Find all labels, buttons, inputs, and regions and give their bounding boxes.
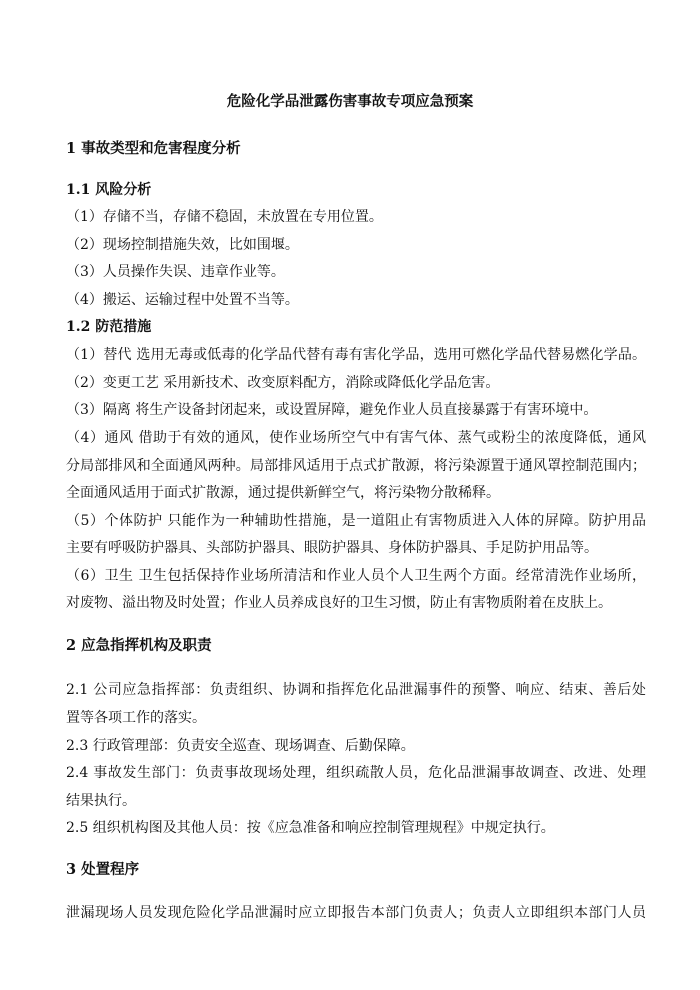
- measure-line-4: （4）通风 借助于有效的通风，使作业场所空气中有害气体、蒸气或粉尘的浓度降低，通风: [66, 430, 646, 446]
- duty-line-5: 结果执行。: [66, 793, 136, 809]
- section-2-heading: 2 应急指挥机构及职责: [66, 637, 212, 654]
- measure-line-3: （3）隔离 将生产设备封闭起来，或设置屏障，避免作业人员直接暴露于有害环境中。: [66, 402, 598, 418]
- measure-line-7: （5）个体防护 只能作为一种辅助性措施，是一道阻止有害物质进入人体的屏障。防护用品: [66, 513, 646, 529]
- measure-line-5: 分局部排风和全面通风两种。局部排风适用于点式扩散源，将污染源置于通风罩控制范围内；: [66, 458, 646, 474]
- section-1-1-heading: 1.1 风险分析: [66, 182, 152, 198]
- section-3-heading: 3 处置程序: [66, 861, 140, 878]
- measure-line-2: （2）变更工艺 采用新技术、改变原料配方，消除或降低化学品危害。: [66, 375, 500, 391]
- document-title: 危险化学品泄露伤害事故专项应急预案: [226, 93, 474, 110]
- duty-line-6: 2.5 组织机构图及其他人员：按《应急准备和响应控制管理规程》中规定执行。: [66, 820, 555, 836]
- measure-line-8: 主要有呼吸防护器具、头部防护器具、眼防护器具、身体防护器具、手足防护用品等。: [66, 540, 598, 556]
- duty-line-4: 2.4 事故发生部门：负责事故现场处理，组织疏散人员，危化品泄漏事故调查、改进、处理: [66, 765, 646, 781]
- risk-item-4: （4）搬运、运输过程中处置不当等。: [66, 292, 299, 308]
- measure-line-9: （6）卫生 卫生包括保持作业场所清洁和作业人员个人卫生两个方面。经常清洗作业场所，: [66, 568, 646, 584]
- duty-line-1: 2.1 公司应急指挥部：负责组织、协调和指挥危化品泄漏事件的预警、响应、结束、善后处: [66, 682, 646, 698]
- measure-line-1: （1）替代 选用无毒或低毒的化学品代替有毒有害化学品，选用可燃化学品代替易燃化学品。: [66, 347, 646, 363]
- duty-line-3: 2.3 行政管理部：负责安全巡查、现场调查、后勤保障。: [66, 738, 415, 754]
- section-1-heading: 1 事故类型和危害程度分析: [66, 140, 241, 157]
- risk-item-1: （1）存储不当，存储不稳固，未放置在专用位置。: [66, 209, 383, 225]
- duty-line-2: 置等各项工作的落实。: [66, 710, 206, 726]
- measure-line-10: 对废物、溢出物及时处置；作业人员养成良好的卫生习惯，防止有害物质附着在皮肤上。: [66, 595, 612, 611]
- risk-item-2: （2）现场控制措施失效，比如围堰。: [66, 237, 299, 253]
- risk-item-3: （3）人员操作失误、违章作业等。: [66, 264, 285, 280]
- measure-line-6: 全面通风适用于面式扩散源，通过提供新鲜空气，将污染物分散稀释。: [66, 485, 500, 501]
- section-1-2-heading: 1.2 防范措施: [66, 319, 152, 335]
- procedure-line-1: 泄漏现场人员发现危险化学品泄漏时应立即报告本部门负责人；负责人立即组织本部门人员: [66, 905, 646, 921]
